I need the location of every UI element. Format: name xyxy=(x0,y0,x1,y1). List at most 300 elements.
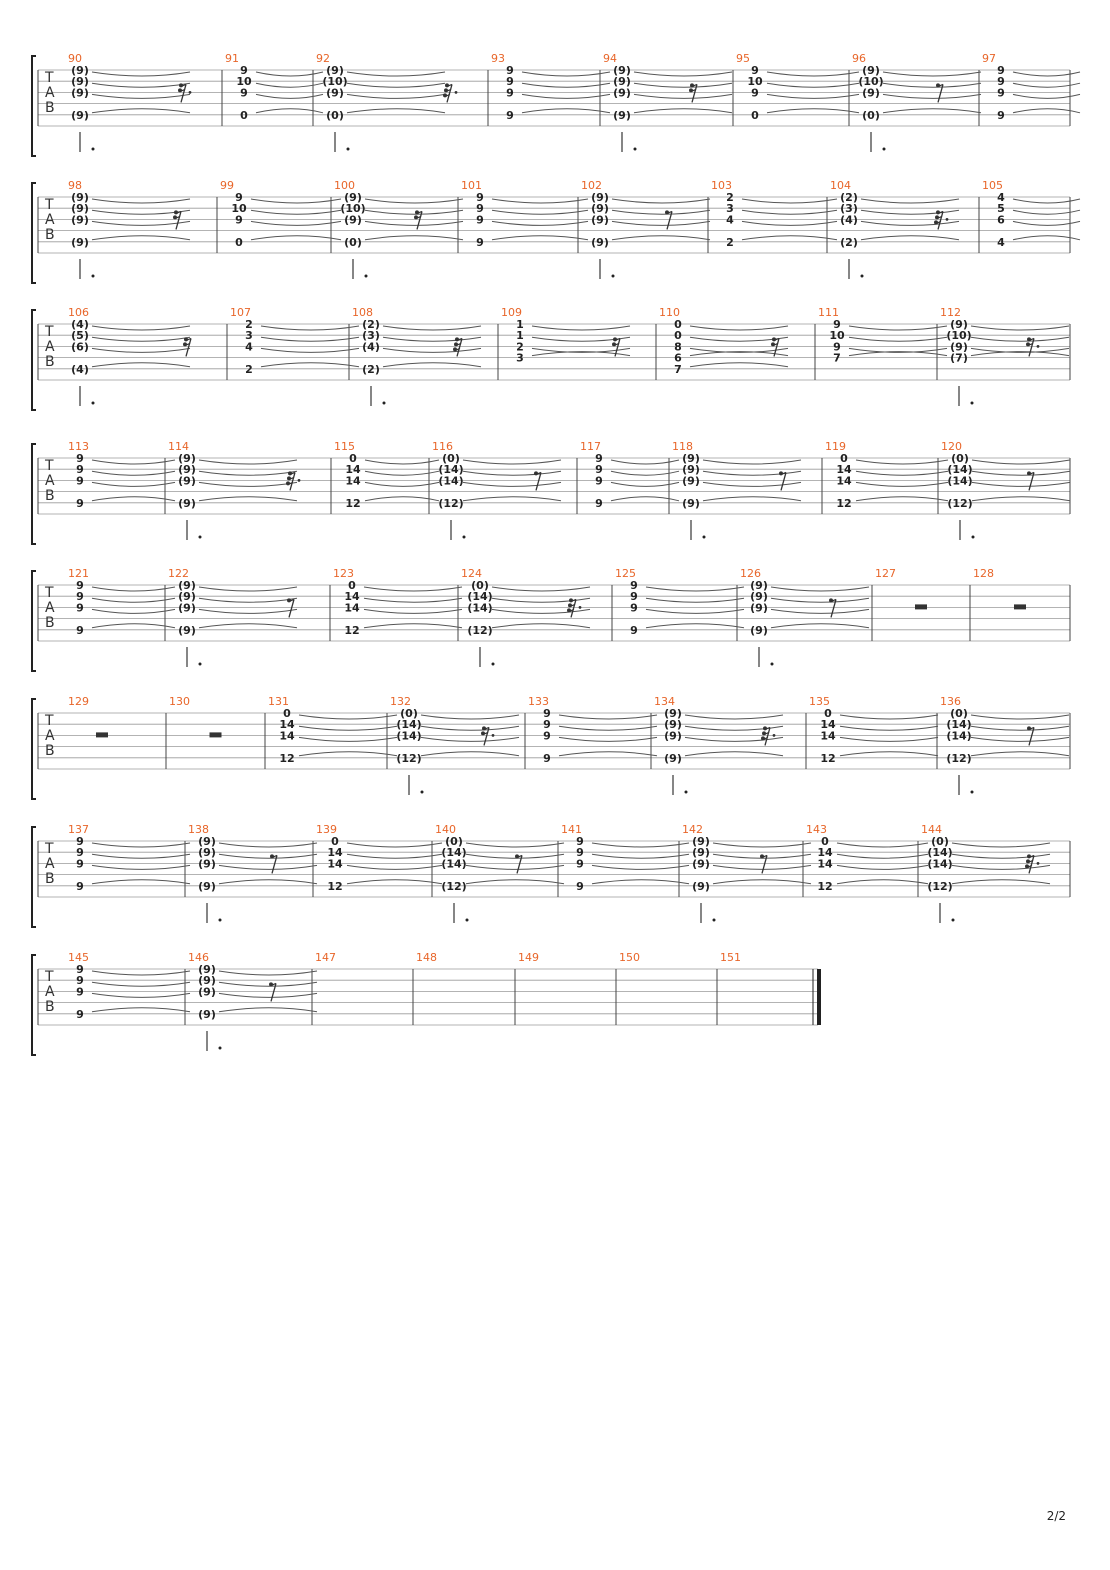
tie-arc xyxy=(299,715,397,719)
fret-number: 7 xyxy=(674,362,682,376)
measure-number: 130 xyxy=(169,695,190,708)
tie-arc xyxy=(466,843,564,847)
tie-arc xyxy=(559,726,657,730)
tie-arc xyxy=(522,83,610,87)
measure xyxy=(68,823,190,893)
chord xyxy=(946,318,1069,406)
tie-arc xyxy=(463,471,561,475)
measure-number: 124 xyxy=(461,567,482,580)
tie-arc xyxy=(347,109,445,113)
measure-number: 121 xyxy=(68,567,89,580)
measure xyxy=(581,179,710,279)
fret-number: 14 xyxy=(836,463,852,477)
fret-number: (0) xyxy=(471,579,489,592)
fret-number: 4 xyxy=(997,235,1005,249)
fret-number: 9 xyxy=(76,474,84,488)
fret-number: (9) xyxy=(692,835,710,848)
tie-arc xyxy=(713,843,811,847)
tie-arc xyxy=(466,880,564,884)
tie-arc xyxy=(883,72,981,76)
tab-clef-letter: B xyxy=(45,871,55,887)
tie-arc xyxy=(92,982,190,986)
measure xyxy=(740,567,869,667)
duration-dot xyxy=(971,402,974,405)
tie-arc xyxy=(199,460,297,464)
tie-arc xyxy=(365,471,439,475)
fret-number: (14) xyxy=(438,463,464,477)
tie-arc xyxy=(92,109,190,113)
chord xyxy=(946,707,1069,795)
fret-number: 5 xyxy=(997,202,1005,216)
fret-number: (9) xyxy=(692,846,710,860)
fret-number: (4) xyxy=(840,213,858,227)
fret-number: (9) xyxy=(71,191,89,204)
tie-arc xyxy=(559,737,657,741)
measure-number: 129 xyxy=(68,695,89,708)
tie-arc xyxy=(612,236,710,240)
measure-number: 99 xyxy=(220,179,234,192)
tie-arc xyxy=(92,993,190,997)
measure-number: 119 xyxy=(825,440,846,453)
tie-arc xyxy=(742,210,837,214)
measure xyxy=(416,951,437,964)
tie-arc xyxy=(463,460,561,464)
tie-arc xyxy=(703,497,801,501)
tie-arc xyxy=(767,109,859,113)
tie-arc xyxy=(383,348,481,352)
chord xyxy=(71,64,190,152)
fret-number: 14 xyxy=(345,474,361,488)
fret-number: 4 xyxy=(726,213,734,227)
rest-8 xyxy=(515,854,522,873)
rest-16 xyxy=(183,337,191,356)
tab-clef-letter: B xyxy=(45,615,55,631)
chord xyxy=(595,452,679,510)
fret-number: 9 xyxy=(476,235,484,249)
measure-number: 120 xyxy=(941,440,962,453)
fret-number: 9 xyxy=(833,340,841,354)
rest-32d xyxy=(443,83,457,102)
measure xyxy=(682,823,811,923)
measure-number: 144 xyxy=(921,823,942,836)
duration-dot xyxy=(92,275,95,278)
tie-arc xyxy=(365,199,463,203)
tie-arc xyxy=(421,737,519,741)
tie-arc xyxy=(592,843,689,847)
tie-arc xyxy=(767,72,859,76)
chord xyxy=(71,318,190,406)
tie-arc xyxy=(463,497,561,501)
chord xyxy=(997,191,1080,249)
page-number: 2/2 xyxy=(1046,1509,1066,1523)
fret-number: 9 xyxy=(997,108,1005,122)
tab-clef-letter: A xyxy=(45,85,55,101)
tab-clef-letter: B xyxy=(45,100,55,116)
tie-arc xyxy=(522,109,610,113)
tie-arc xyxy=(199,497,297,501)
measure-number: 139 xyxy=(316,823,337,836)
tie-arc xyxy=(347,843,442,847)
tie-arc xyxy=(261,348,359,352)
fret-number: (12) xyxy=(927,879,953,893)
chord xyxy=(345,452,439,510)
fret-number: 2 xyxy=(726,235,734,249)
fret-number: 9 xyxy=(576,835,584,848)
fret-number: (9) xyxy=(178,579,196,592)
fret-number: 12 xyxy=(327,879,343,893)
rest-16 xyxy=(173,210,181,229)
measure xyxy=(333,567,462,637)
measure-number: 147 xyxy=(315,951,336,964)
tie-arc xyxy=(92,326,190,330)
measure xyxy=(580,440,679,510)
fret-number: 14 xyxy=(279,718,295,732)
duration-dot xyxy=(92,402,95,405)
fret-number: (9) xyxy=(71,202,89,216)
measure xyxy=(316,52,457,152)
measure-number: 102 xyxy=(581,179,602,192)
fret-number: 9 xyxy=(997,64,1005,77)
fret-number: (10) xyxy=(322,75,348,89)
chord xyxy=(750,579,869,667)
fret-number: (12) xyxy=(467,623,493,637)
measure xyxy=(875,567,927,609)
fret-number: (9) xyxy=(750,601,768,615)
fret-number: 2 xyxy=(516,340,524,354)
tie-arc xyxy=(972,482,1070,486)
tie-arc xyxy=(299,737,397,741)
duration-dot xyxy=(612,275,615,278)
tie-arc xyxy=(466,865,564,869)
chord xyxy=(817,835,928,893)
tab-clef-letter: A xyxy=(45,856,55,872)
measure-number: 94 xyxy=(603,52,617,65)
fret-number: (9) xyxy=(326,86,344,100)
chord xyxy=(927,835,1050,923)
fret-number: (9) xyxy=(591,191,609,204)
measure-number: 149 xyxy=(518,951,539,964)
measure xyxy=(225,52,323,122)
tie-arc xyxy=(856,460,948,464)
fret-number: (9) xyxy=(750,579,768,592)
tie-arc xyxy=(364,587,462,591)
fret-number: (9) xyxy=(692,857,710,871)
fret-number: (9) xyxy=(71,108,89,122)
fret-number: 9 xyxy=(543,751,551,765)
fret-number: (9) xyxy=(682,474,700,488)
measure xyxy=(672,440,801,540)
fret-number: (9) xyxy=(950,318,968,331)
fret-number: (9) xyxy=(178,463,196,477)
tie-arc xyxy=(837,843,928,847)
rest-8 xyxy=(665,210,672,229)
measure xyxy=(654,695,783,795)
fret-number: (2) xyxy=(840,235,858,249)
fret-number: (9) xyxy=(862,86,880,100)
tie-arc xyxy=(219,982,317,986)
fret-number: (9) xyxy=(71,64,89,77)
duration-dot xyxy=(219,919,222,922)
fret-number: 9 xyxy=(506,86,514,100)
fret-number: 2 xyxy=(245,318,253,331)
fret-number: (9) xyxy=(682,496,700,510)
fret-number: (9) xyxy=(682,452,700,465)
measure xyxy=(352,306,481,406)
fret-number: (9) xyxy=(750,623,768,637)
measure xyxy=(188,951,317,1051)
fret-number: 9 xyxy=(595,452,603,465)
fret-number: (14) xyxy=(946,729,972,743)
measure xyxy=(268,695,397,765)
fret-number: (9) xyxy=(344,191,362,204)
tie-arc xyxy=(421,726,519,730)
tie-arc xyxy=(532,326,630,330)
fret-number: 4 xyxy=(997,191,1005,204)
chord xyxy=(327,835,442,893)
measure xyxy=(435,823,564,923)
fret-number: 9 xyxy=(543,718,551,732)
tie-arc xyxy=(92,1008,190,1012)
fret-number: 14 xyxy=(279,729,295,743)
fret-number: 9 xyxy=(76,623,84,637)
tie-arc xyxy=(971,337,1069,341)
tab-clef-letter: A xyxy=(45,728,55,744)
duration-dot xyxy=(685,791,688,794)
tie-arc xyxy=(251,221,341,225)
fret-number: 9 xyxy=(630,601,638,615)
measure-number: 142 xyxy=(682,823,703,836)
tie-arc xyxy=(971,726,1069,730)
fret-number: 9 xyxy=(76,846,84,860)
measure-number: 117 xyxy=(580,440,601,453)
measure xyxy=(852,52,981,152)
tie-arc xyxy=(685,715,783,719)
fret-number: (9) xyxy=(664,751,682,765)
fret-number: (3) xyxy=(840,202,858,216)
duration-dot xyxy=(861,275,864,278)
fret-number: (9) xyxy=(198,846,216,860)
tie-arc xyxy=(856,471,948,475)
tie-arc xyxy=(92,363,190,367)
tie-arc xyxy=(347,83,445,87)
duration-dot xyxy=(219,1047,222,1050)
fret-number: 9 xyxy=(76,857,84,871)
tie-arc xyxy=(463,482,561,486)
fret-number: 12 xyxy=(344,623,360,637)
fret-number: (14) xyxy=(467,590,493,604)
fret-number: (12) xyxy=(441,879,467,893)
measure xyxy=(316,823,442,893)
fret-number: 9 xyxy=(543,707,551,720)
chord xyxy=(231,191,341,249)
tie-arc xyxy=(742,236,837,240)
tie-arc xyxy=(347,94,445,98)
fret-number: 1 xyxy=(516,329,524,343)
measure-number: 136 xyxy=(940,695,961,708)
tie-arc xyxy=(592,865,689,869)
fret-number: 12 xyxy=(820,751,836,765)
tab-clef-letter: T xyxy=(45,70,54,86)
tie-arc xyxy=(972,460,1070,464)
tab-system xyxy=(32,823,1070,927)
fret-number: (14) xyxy=(396,718,422,732)
fret-number: (9) xyxy=(198,963,216,976)
tie-arc xyxy=(364,624,462,628)
measure-number: 112 xyxy=(940,306,961,319)
tie-arc xyxy=(92,221,190,225)
measure-number: 104 xyxy=(830,179,851,192)
tie-arc xyxy=(261,326,359,330)
tie-arc xyxy=(92,624,175,628)
fret-number: 10 xyxy=(231,202,247,216)
fret-number: 9 xyxy=(76,974,84,988)
duration-dot xyxy=(463,536,466,539)
tie-arc xyxy=(713,865,811,869)
measure xyxy=(659,306,788,376)
tab-clef-letter: A xyxy=(45,984,55,1000)
chord xyxy=(630,579,744,637)
tie-arc xyxy=(634,83,732,87)
fret-number: (14) xyxy=(946,718,972,732)
fret-number: 9 xyxy=(751,86,759,100)
tie-arc xyxy=(347,865,442,869)
rest-16 xyxy=(414,210,422,229)
measure xyxy=(168,440,300,540)
rest-32d xyxy=(286,471,300,490)
fret-number: (4) xyxy=(71,362,89,376)
tie-arc xyxy=(849,326,947,330)
tie-arc xyxy=(92,971,190,975)
rest-8 xyxy=(760,854,767,873)
fret-number: (9) xyxy=(178,623,196,637)
fret-number: 12 xyxy=(817,879,833,893)
tie-arc xyxy=(592,880,689,884)
measure xyxy=(169,695,222,737)
fret-number: (9) xyxy=(613,86,631,100)
tie-arc xyxy=(92,348,190,352)
tie-arc xyxy=(492,210,588,214)
whole-rest xyxy=(96,732,108,737)
measure xyxy=(220,179,341,249)
tie-arc xyxy=(466,854,564,858)
fret-number: 12 xyxy=(279,751,295,765)
chord xyxy=(506,64,610,122)
measure xyxy=(461,567,590,667)
fret-number: 3 xyxy=(726,202,734,216)
fret-number: 9 xyxy=(76,835,84,848)
fret-number: (14) xyxy=(947,474,973,488)
tie-arc xyxy=(771,624,869,628)
chord xyxy=(76,835,190,893)
duration-dot xyxy=(199,663,202,666)
measure-number: 135 xyxy=(809,695,830,708)
chord xyxy=(858,64,981,152)
chord xyxy=(613,64,732,152)
fret-number: 9 xyxy=(240,86,248,100)
chord xyxy=(664,707,783,795)
duration-dot xyxy=(971,791,974,794)
tie-arc xyxy=(837,865,928,869)
whole-rest xyxy=(1014,604,1026,609)
chord xyxy=(543,707,657,765)
tie-arc xyxy=(92,854,190,858)
measure-number: 146 xyxy=(188,951,209,964)
measure xyxy=(921,823,1050,923)
fret-number: 14 xyxy=(327,857,343,871)
measure-number: 92 xyxy=(316,52,330,65)
fret-number: (12) xyxy=(947,496,973,510)
tie-arc xyxy=(383,363,481,367)
tie-arc xyxy=(612,210,710,214)
measure xyxy=(68,951,190,1021)
tie-arc xyxy=(861,210,959,214)
tab-clef-letter: T xyxy=(45,324,54,340)
fret-number: 4 xyxy=(245,340,253,354)
fret-number: (9) xyxy=(178,590,196,604)
fret-number: 9 xyxy=(76,985,84,999)
duration-dot xyxy=(703,536,706,539)
fret-number: (12) xyxy=(438,496,464,510)
measure-number: 145 xyxy=(68,951,89,964)
tie-arc xyxy=(421,715,519,719)
measure xyxy=(603,52,732,152)
fret-number: (9) xyxy=(198,879,216,893)
tie-arc xyxy=(883,83,981,87)
measure-number: 113 xyxy=(68,440,89,453)
fret-number: 9 xyxy=(76,590,84,604)
duration-dot xyxy=(883,148,886,151)
chord xyxy=(836,452,948,510)
tie-arc xyxy=(365,497,439,501)
tie-arc xyxy=(646,587,744,591)
fret-number: 0 xyxy=(751,108,759,122)
measure xyxy=(518,951,539,964)
measure-number: 109 xyxy=(501,306,522,319)
fret-number: (14) xyxy=(927,846,953,860)
tie-arc xyxy=(492,236,588,240)
tie-arc xyxy=(840,726,938,730)
tie-arc xyxy=(952,880,1050,884)
measure-number: 93 xyxy=(491,52,505,65)
fret-number: 9 xyxy=(751,64,759,77)
chord xyxy=(820,707,938,765)
fret-number: 10 xyxy=(747,75,763,89)
system-bracket xyxy=(32,571,36,671)
chord xyxy=(322,64,445,152)
duration-dot xyxy=(421,791,424,794)
duration-dot xyxy=(492,663,495,666)
measure xyxy=(806,823,928,893)
tie-arc xyxy=(690,363,788,367)
tie-arc xyxy=(492,624,590,628)
measure-number: 100 xyxy=(334,179,355,192)
fret-number: (14) xyxy=(947,463,973,477)
measure-number: 127 xyxy=(875,567,896,580)
measure xyxy=(390,695,519,795)
fret-number: (10) xyxy=(946,329,972,343)
fret-number: 9 xyxy=(76,1007,84,1021)
fret-number: 9 xyxy=(235,213,243,227)
fret-number: 9 xyxy=(76,463,84,477)
fret-number: (14) xyxy=(438,474,464,488)
fret-number: (9) xyxy=(591,235,609,249)
rest-8 xyxy=(269,982,276,1001)
tie-arc xyxy=(837,880,928,884)
measure xyxy=(615,567,744,637)
fret-number: 9 xyxy=(506,64,514,77)
measure-number: 116 xyxy=(432,440,453,453)
fret-number: (9) xyxy=(71,75,89,89)
